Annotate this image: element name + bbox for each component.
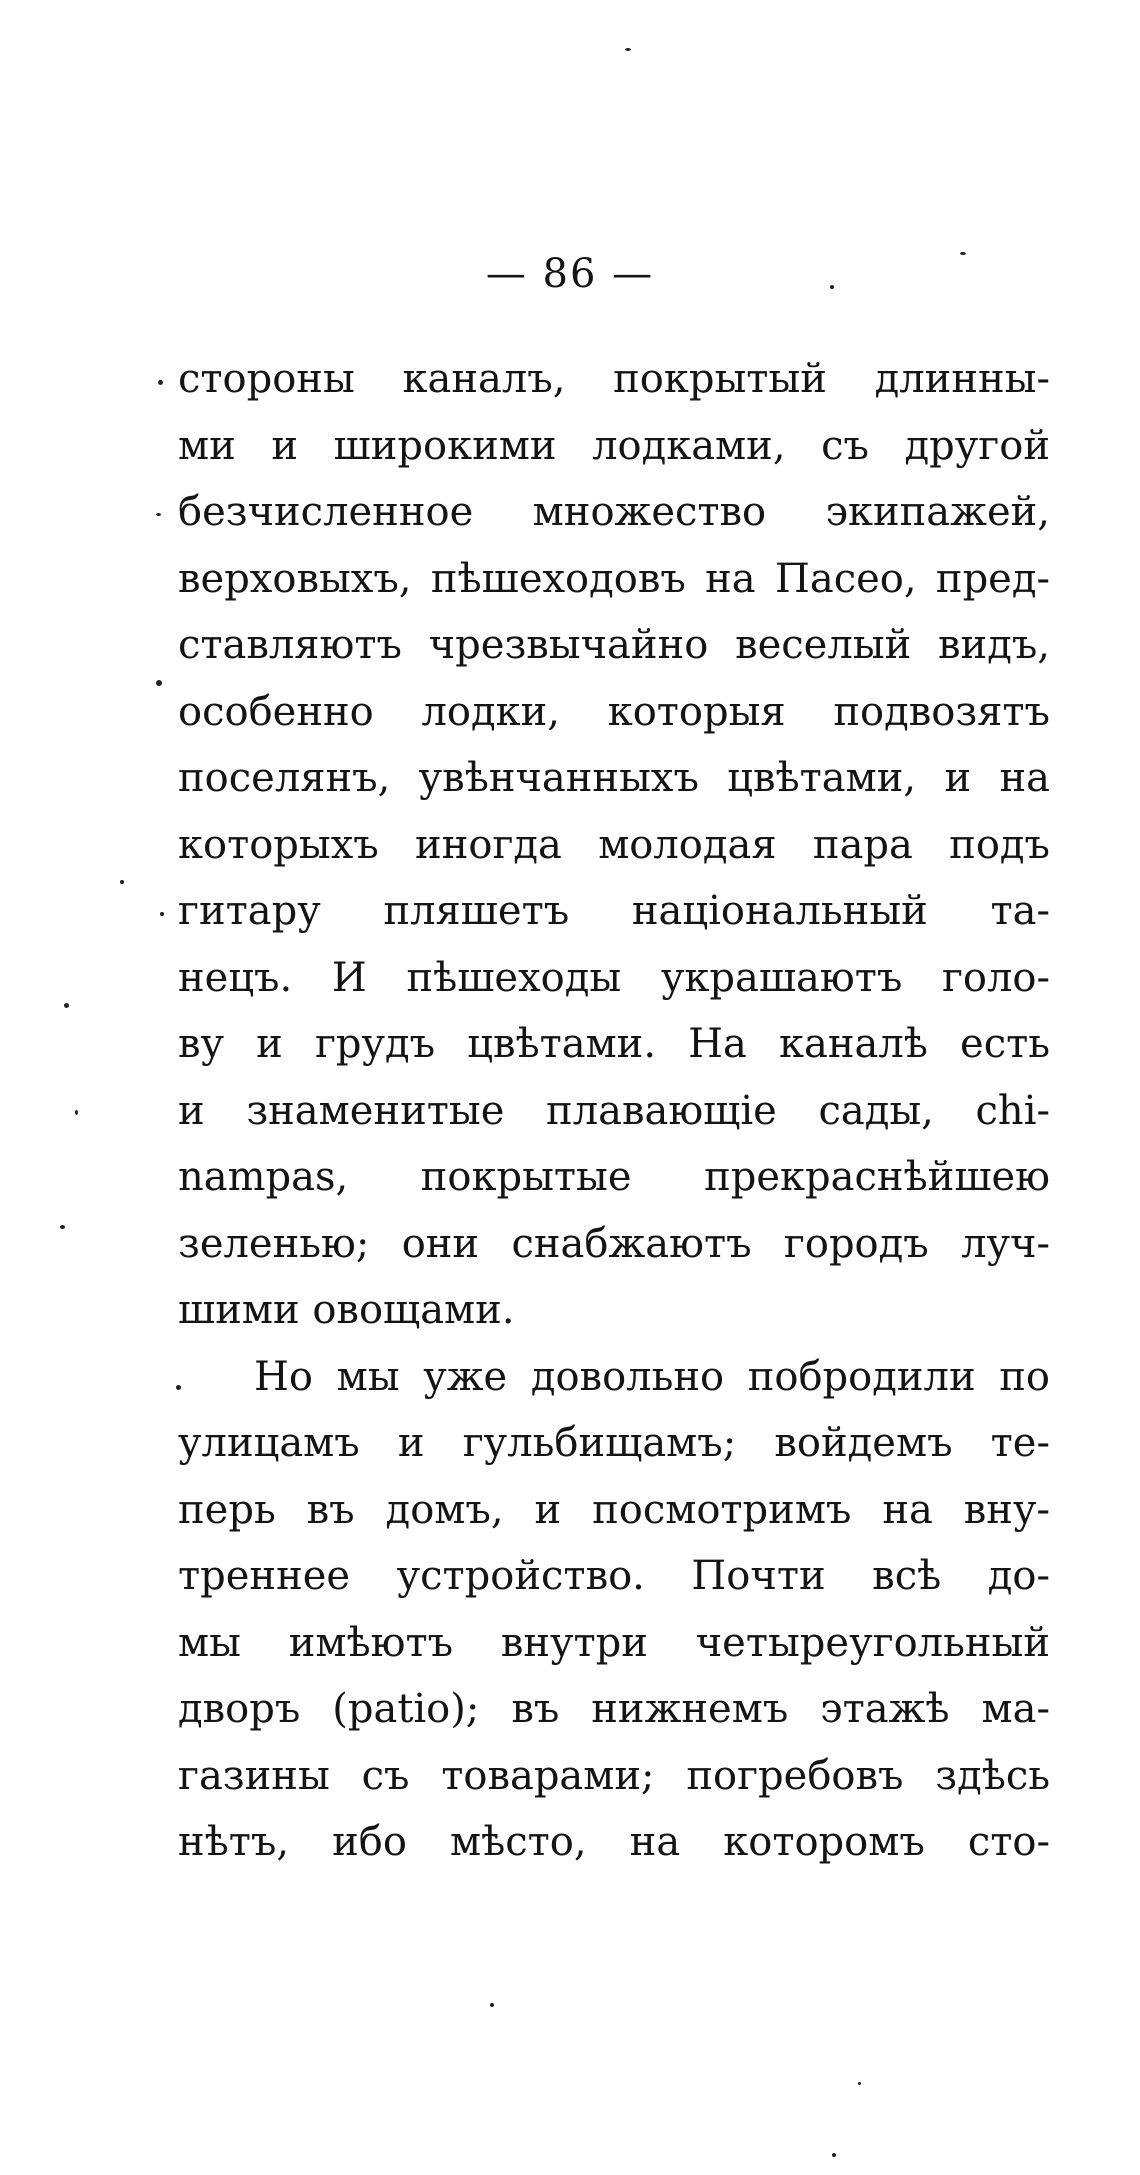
scan-speck bbox=[156, 680, 162, 686]
text-line: улицамъ и гульбищамъ; войдемъ те- bbox=[178, 1420, 1050, 1466]
scan-speck bbox=[960, 252, 966, 255]
text-line: дворъ (patio); въ нижнемъ этажѣ ма- bbox=[178, 1686, 1050, 1732]
text-line: и знаменитые плавающіе сады, chi- bbox=[178, 1087, 1050, 1134]
text-line: нецъ. И пѣшеходы украшаютъ голо- bbox=[178, 954, 1050, 1001]
page-number: — 86 — bbox=[485, 251, 655, 297]
paragraph-end-line: шими овощами. bbox=[178, 1287, 515, 1333]
text-line: стороны каналъ, покрытый длинны- bbox=[178, 356, 1050, 402]
text-line: зеленью; они снабжаютъ городъ луч- bbox=[178, 1220, 1050, 1267]
text-line: перь въ домъ, и посмотримъ на вну- bbox=[178, 1486, 1050, 1533]
text-line: ми и широкими лодками, съ другой bbox=[178, 422, 1050, 469]
scan-speck bbox=[625, 48, 631, 51]
scan-speck bbox=[160, 912, 164, 916]
paragraph-start-line: Но мы уже довольно побродили по bbox=[254, 1353, 1050, 1400]
scan-speck bbox=[64, 1003, 69, 1008]
text-line: треннее устройство. Почти всѣ до- bbox=[178, 1553, 1050, 1599]
scan-speck bbox=[490, 2003, 494, 2007]
text-line: верховыхъ, пѣшеходовъ на Пасео, пред- bbox=[178, 555, 1050, 602]
text-line: гитару пляшетъ національный та- bbox=[178, 888, 1050, 934]
body-text bbox=[178, 346, 1050, 1876]
text-line: особенно лодки, которыя подвозятъ bbox=[178, 688, 1050, 735]
scan-speck bbox=[156, 513, 161, 516]
text-line: газины съ товарами; погребовъ здѣсь bbox=[178, 1752, 1050, 1799]
text-line: поселянъ, увѣнчанныхъ цвѣтами, и на bbox=[178, 755, 1050, 801]
text-line: nampas, покрытые прекраснѣйшею bbox=[178, 1154, 1050, 1200]
text-line: нѣтъ, ибо мѣсто, на которомъ сто- bbox=[178, 1819, 1050, 1865]
scan-speck bbox=[158, 380, 163, 385]
text-line: мы имѣютъ внутри четыреугольный bbox=[178, 1619, 1050, 1666]
text-line: ву и грудъ цвѣтами. На каналѣ есть bbox=[178, 1021, 1050, 1067]
text-line: безчисленное множество экипажей, bbox=[178, 489, 1050, 535]
scan-speck bbox=[830, 285, 834, 289]
text-line: ставляютъ чрезвычайно веселый видъ, bbox=[178, 622, 1050, 668]
scan-speck bbox=[60, 1225, 65, 1229]
text-line: которыхъ иногда молодая пара подъ bbox=[178, 821, 1050, 868]
scan-speck bbox=[176, 1385, 181, 1390]
scan-speck bbox=[120, 880, 124, 884]
scan-speck bbox=[858, 2082, 861, 2085]
scan-speck bbox=[75, 1110, 78, 1115]
scan-speck bbox=[832, 2153, 836, 2157]
